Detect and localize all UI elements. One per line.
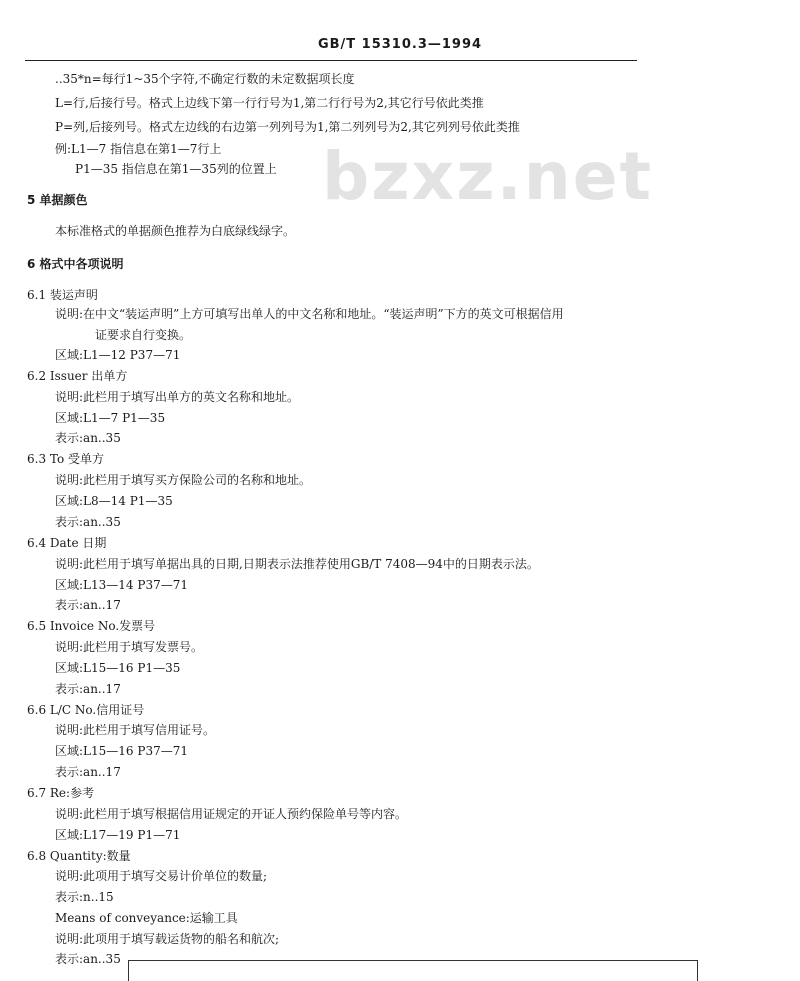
text-line: 说明:此栏用于填写单据出具的日期,日期表示法推荐使用GB/T 7408—94中的日期表示法。 xyxy=(55,557,539,571)
text-line: 区域:L8—14 P1—35 xyxy=(55,494,173,508)
text-line: 区域:L15—16 P37—71 xyxy=(55,744,188,758)
subsection-heading: 6.2 Issuer 出单方 xyxy=(27,369,128,383)
text-line: 区域:L1—12 P37—71 xyxy=(55,348,181,362)
text-line: 表示:an..35 xyxy=(55,515,121,529)
text-line: 表示:an..17 xyxy=(55,682,121,696)
text-line: ..35*n=每行1~35个字符,不确定行数的未定数据项长度 xyxy=(55,72,355,86)
text-line: 表示:n..15 xyxy=(55,890,114,904)
text-line: 表示:an..17 xyxy=(55,765,121,779)
subsection-heading: 6.1 装运声明 xyxy=(27,288,98,302)
text-line: 说明:此项用于填写交易计价单位的数量; xyxy=(55,869,268,883)
subsection-heading: 6.6 L/C No.信用证号 xyxy=(27,703,145,717)
text-line: 本标准格式的单据颜色推荐为白底绿线绿字。 xyxy=(55,224,296,238)
text-line: 表示:an..35 xyxy=(55,952,121,966)
text-line: L=行,后接行号。格式上边线下第一行行号为1,第二行行号为2,其它行号依此类推 xyxy=(55,96,484,110)
text-line: P1—35 指信息在第1—35列的位置上 xyxy=(75,162,277,176)
text-line: 说明:此栏用于填写根据信用证规定的开证人预约保险单号等内容。 xyxy=(55,807,408,821)
text-line: Means of conveyance:运输工具 xyxy=(55,911,238,925)
section-heading: 5 单据颜色 xyxy=(27,193,88,207)
text-line: 说明:在中文“装运声明”上方可填写出单人的中文名称和地址。“装运声明”下方的英文可根据信用 xyxy=(55,307,564,321)
text-line: 例:L1—7 指信息在第1—7行上 xyxy=(55,142,222,156)
form-frame-edge xyxy=(128,960,698,981)
text-line: 说明:此栏用于填写信用证号。 xyxy=(55,723,216,737)
text-line: 表示:an..17 xyxy=(55,598,121,612)
text-line: 证要求自行变换。 xyxy=(95,328,192,342)
text-line: 说明:此栏用于填写出单方的英文名称和地址。 xyxy=(55,390,300,404)
subsection-heading: 6.3 To 受单方 xyxy=(27,452,105,466)
text-line: 说明:此栏用于填写买方保险公司的名称和地址。 xyxy=(55,473,312,487)
text-line: 表示:an..35 xyxy=(55,431,121,445)
subsection-heading: 6.4 Date 日期 xyxy=(27,536,107,550)
header-rule xyxy=(25,60,637,61)
subsection-heading: 6.5 Invoice No.发票号 xyxy=(27,619,156,633)
text-line: 区域:L15—16 P1—35 xyxy=(55,661,181,675)
text-line: 区域:L17—19 P1—71 xyxy=(55,828,181,842)
text-line: 说明:此栏用于填写发票号。 xyxy=(55,640,204,654)
subsection-heading: 6.8 Quantity:数量 xyxy=(27,849,131,863)
text-line: 说明:此项用于填写载运货物的船名和航次; xyxy=(55,932,280,946)
page-header: GB/T 15310.3—1994 xyxy=(317,37,483,52)
text-line: P=列,后接列号。格式左边线的右边第一列列号为1,第二列列号为2,其它列列号依此类推 xyxy=(55,120,520,134)
text-line: 区域:L13—14 P37—71 xyxy=(55,578,188,592)
section-heading: 6 格式中各项说明 xyxy=(27,257,124,271)
watermark: bzxz.net xyxy=(322,138,654,215)
text-line: 区域:L1—7 P1—35 xyxy=(55,411,166,425)
subsection-heading: 6.7 Re:参考 xyxy=(27,786,95,800)
